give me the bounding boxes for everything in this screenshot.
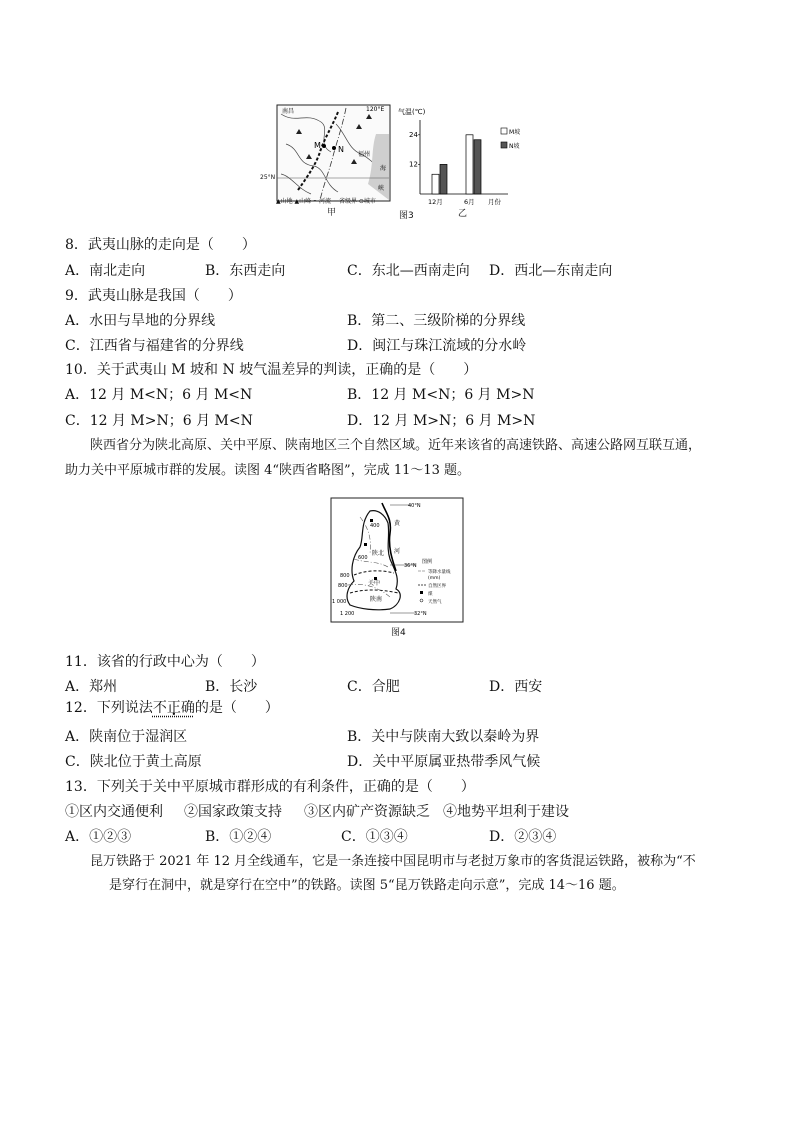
- fig4-c800a: 800: [340, 573, 350, 579]
- chart-bar-n-1: [474, 140, 481, 194]
- fig4-shanbei: 陕北: [372, 550, 385, 557]
- map-label-strait: 峡: [378, 185, 385, 192]
- q8-option-a[interactable]: A．南北走向: [65, 263, 146, 279]
- fig4-c400: 400: [370, 523, 380, 529]
- q10-option-a[interactable]: A．12 月 M<N；6 月 M<N: [65, 387, 253, 403]
- fig4-legend-boundary: 自然区界: [428, 584, 446, 589]
- figure4-map-svg: [330, 497, 464, 623]
- q10-option-c[interactable]: C．12 月 M>N；6 月 M<N: [65, 413, 253, 429]
- legend-swatch-m: [501, 128, 507, 134]
- chart-ylabel: 气温(℃): [398, 108, 426, 116]
- intro2-line1: 陕西省分为陕北高原、关中平原、陕南地区三个自然区域。近年来该省的高速铁路、高速公路网互联互通，: [90, 438, 702, 453]
- map-label-n: N: [338, 145, 344, 154]
- fig4-he: 河: [394, 548, 401, 555]
- q13-condition-4: ④地势平坦利于建设: [443, 804, 569, 820]
- fig4-c1200: 1 200: [340, 611, 355, 617]
- fig4-c600: 600: [358, 555, 368, 561]
- q8-option-c[interactable]: C．东北—西南走向: [347, 263, 470, 279]
- fig4-legend-coal: 煤: [428, 592, 433, 597]
- legend-label-n: N坡: [509, 143, 520, 150]
- q8-stem: 8．武夷山脉的走向是（ ）: [65, 237, 256, 253]
- legend-label-m: M坡: [509, 129, 521, 136]
- q8-option-d[interactable]: D．西北—东南走向: [489, 263, 613, 279]
- q12-option-a[interactable]: A．陕南位于湿润区: [65, 729, 188, 745]
- figure4-caption: 图4: [391, 628, 406, 638]
- q12-stem-post: 的是（ ）: [194, 700, 279, 716]
- chart-xlabel-2: 月份: [488, 198, 501, 206]
- q11-option-d[interactable]: D．西安: [489, 679, 543, 695]
- fig4-shannan: 陕南: [370, 596, 383, 603]
- intro3-line1: 昆万铁路于 2021 年 12 月全线通车，它是一条连接中国昆明市与老挝万象市的客货混运铁路，被称为“不: [90, 854, 696, 869]
- figure3-sub-a: 甲: [327, 208, 337, 218]
- fig4-legend-gas: 天然气: [428, 600, 442, 605]
- map-label-m: M: [314, 141, 321, 150]
- figure3-chart: [398, 104, 538, 214]
- q13-option-c[interactable]: C．①③④: [341, 829, 408, 845]
- figure3-legend: ▲山地 ▲山峰 ～河流 －省级界 ⊙城市: [276, 198, 376, 205]
- q12-option-c[interactable]: C．陕北位于黄土高原: [65, 754, 202, 770]
- fig4-huang: 黄: [394, 520, 401, 527]
- q9-stem: 9．武夷山脉是我国（ ）: [65, 288, 242, 304]
- chart-xlabel-1: 6月: [464, 198, 475, 206]
- q9-option-d[interactable]: D．闽江与珠江流域的分水岭: [347, 338, 527, 354]
- temperature-bar-chart: [398, 104, 538, 214]
- q10-option-d[interactable]: D．12 月 M>N；6 月 M>N: [347, 413, 536, 429]
- fig4-legend-title: 图例: [422, 559, 433, 565]
- chart-bar-n-0: [440, 164, 447, 194]
- q11-option-a[interactable]: A．郑州: [65, 679, 118, 695]
- chart-bar-m-0: [432, 174, 439, 194]
- map-label-fuzhou: 福州: [358, 151, 371, 158]
- q13-condition-1: ①区内交通便利: [65, 804, 163, 820]
- fig4-legend-unit: (mm): [428, 576, 441, 581]
- legend-swatch-n: [501, 142, 507, 148]
- figure3-caption: 图3: [399, 211, 414, 221]
- q10-option-b[interactable]: B．12 月 M<N；6 月 M>N: [347, 387, 535, 403]
- q9-option-b[interactable]: B．第二、三级阶梯的分界线: [347, 313, 526, 329]
- q11-stem: 11．该省的行政中心为（ ）: [65, 654, 265, 670]
- q13-condition-3: ③区内矿产资源缺乏: [304, 804, 430, 820]
- chart-ytick-label: 12: [409, 160, 418, 169]
- q9-option-c[interactable]: C．江西省与福建省的分界线: [65, 338, 244, 354]
- fig4-lat32: 32°N: [414, 611, 427, 617]
- figure3-map-svg: [276, 104, 391, 204]
- q12-stem-emphasis: 不正确: [152, 700, 195, 716]
- q13-option-a[interactable]: A．①②③: [65, 829, 132, 845]
- fig4-legend-isohyet: 等降水量线: [428, 570, 451, 575]
- map-label-lat: 25°N: [260, 174, 276, 181]
- figure3-sub-b: 乙: [458, 209, 468, 219]
- q11-option-c[interactable]: C．合肥: [347, 679, 400, 695]
- map-label-sea: 海: [380, 165, 387, 172]
- chart-xlabel-0: 12月: [428, 198, 443, 206]
- map-label-nanchang: 南昌: [282, 108, 295, 115]
- fig4-lat36: 36°N: [404, 563, 417, 569]
- intro2-line2: 助力关中平原城市群的发展。读图 4“陕西省略图”，完成 11～13 题。: [65, 463, 471, 478]
- fig4-guanzhong: 关中: [368, 580, 381, 587]
- q9-option-a[interactable]: A．水田与旱地的分界线: [65, 313, 216, 329]
- q13-condition-2: ②国家政策支持: [184, 804, 282, 820]
- figure3-map: [276, 104, 391, 204]
- q8-option-b[interactable]: B．东西走向: [205, 263, 286, 279]
- fig4-c800b: 800: [338, 583, 348, 589]
- fig4-lat40: 40°N: [408, 503, 421, 509]
- q13-stem: 13．下列关于关中平原城市群形成的有利条件，正确的是（ ）: [65, 779, 475, 795]
- map-label-lon: 120°E: [366, 106, 385, 113]
- q12-option-b[interactable]: B．关中与陕南大致以秦岭为界: [347, 729, 540, 745]
- q12-option-d[interactable]: D．关中平原属亚热带季风气候: [347, 754, 541, 770]
- q12-stem: [65, 699, 279, 717]
- q13-option-b[interactable]: B．①②④: [205, 829, 272, 845]
- intro3-line2: 是穿行在洞中，就是穿行在空中”的铁路。读图 5“昆万铁路走向示意”，完成 14～16 题。: [109, 878, 625, 893]
- chart-ytick-label: 24: [409, 130, 418, 139]
- fig4-c1000: 1 000: [332, 599, 347, 605]
- q12-stem-pre: 12．下列说法: [65, 700, 153, 716]
- q10-stem: 10．关于武夷山 M 坡和 N 坡气温差异的判读，正确的是（ ）: [65, 362, 478, 378]
- q13-option-d[interactable]: D．②③④: [489, 829, 557, 845]
- q11-option-b[interactable]: B．长沙: [205, 679, 258, 695]
- chart-bar-m-1: [466, 135, 473, 194]
- figure4-map: [330, 497, 464, 623]
